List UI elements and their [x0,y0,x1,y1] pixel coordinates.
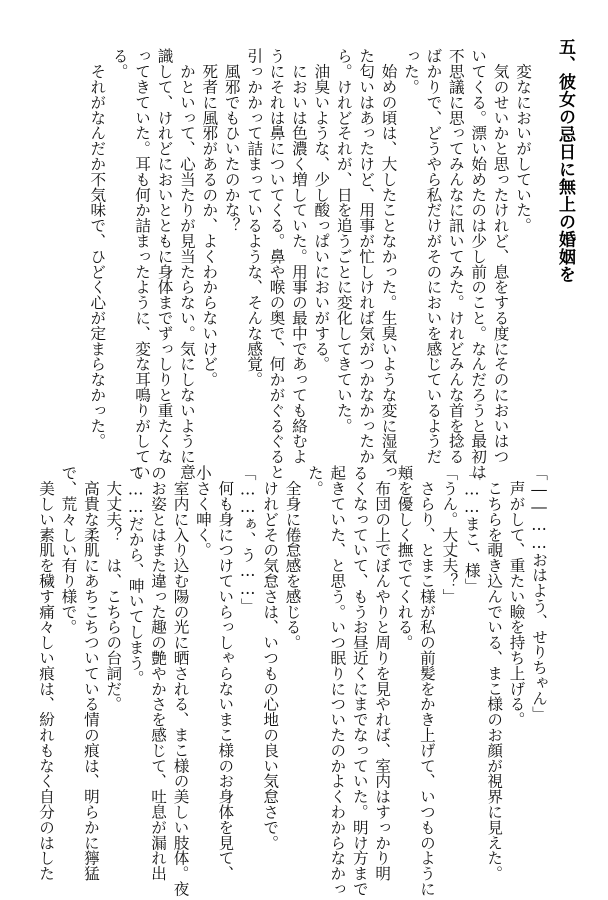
lower-text-block: 「――……おはよう、せりちゃん」 声がして、重たい瞼を持ち上げる。 こちらを覗き込んでいる、まこ様のお顔が視界に見えた。 「……まこ、様」 「うん。大丈夫？」 さらり、とまこ様が私の前髪をかき上げて、いつものように 頬を優しく撫でてくれる。 布団の上でぼんやりと周りを見やれば、室内はすっかり明 るくなっていて、もうお昼近くにまでなっていた。明け方まで 起きていた、と思う。いつ眠りについたのかよくわからなかっ た。 全身に倦怠感を感じる。 けれどその気怠さは、いつもの心地の良い気怠さで。 「……ぁ、う……」 何も身につけていらっしゃらないまこ様のお身体を見て、 小さく呻く。 室内に入り込む陽の光に晒される、まこ様の美しい肢体。夜 のお姿とはまた違った趣の艶やかさを感じて、吐息が漏れ出 て……だから、呻いてしまう。 大丈夫？ は、こちらの台詞だ。 高貴な柔肌にあちこちついている情の痕は、明らかに獰猛 で、荒々しい有り様で。 美しい素肌を穢す痛々しい痕は、紛れもなく自分のはした [37,465,548,897]
upper-text-block: 変なにおいがしていた。 気のせいかと思ったけれど、息をする度にそのにおいはつ いてくる。漂い始めたのは少し前のこと。なんだろうと最初は 不思議に思ってみんなに訊いてみた。けれどみんな首を捻る ばかりで、どうやら私だけがそのにおいを感じているようだ った。 始めの頃は、大したことなかった。生臭いような変に湿気っ た匂いはあったけど、用事が忙しければ気がつかなかったか ら。けれどそれが、日を追うごとに変化してきていた。 油臭いような、少し酸っぱいにおいがする。 においは色濃く増していた。用事の最中であっても絡むよ うにそれは鼻についてくる。鼻や喉の奥で、何かがぐるぐると 引っかかって詰まっているような、そんな感覚。 風邪でもひいたのかな？ 死者に風邪があるのか、よくわからないけど。 かといって、心当たりが見当たらない。気にしないように意 識して、けれどにおいとともに身体までずっしりと重たくな ってきていた。耳も何か詰まったように、変な耳鳴りがしてい る。 それがなんだか不気味で、ひどく心が定まらなかった。 [88,48,532,480]
chapter-title: 五、彼女の忌日に無上の婚姻を [555,38,575,283]
